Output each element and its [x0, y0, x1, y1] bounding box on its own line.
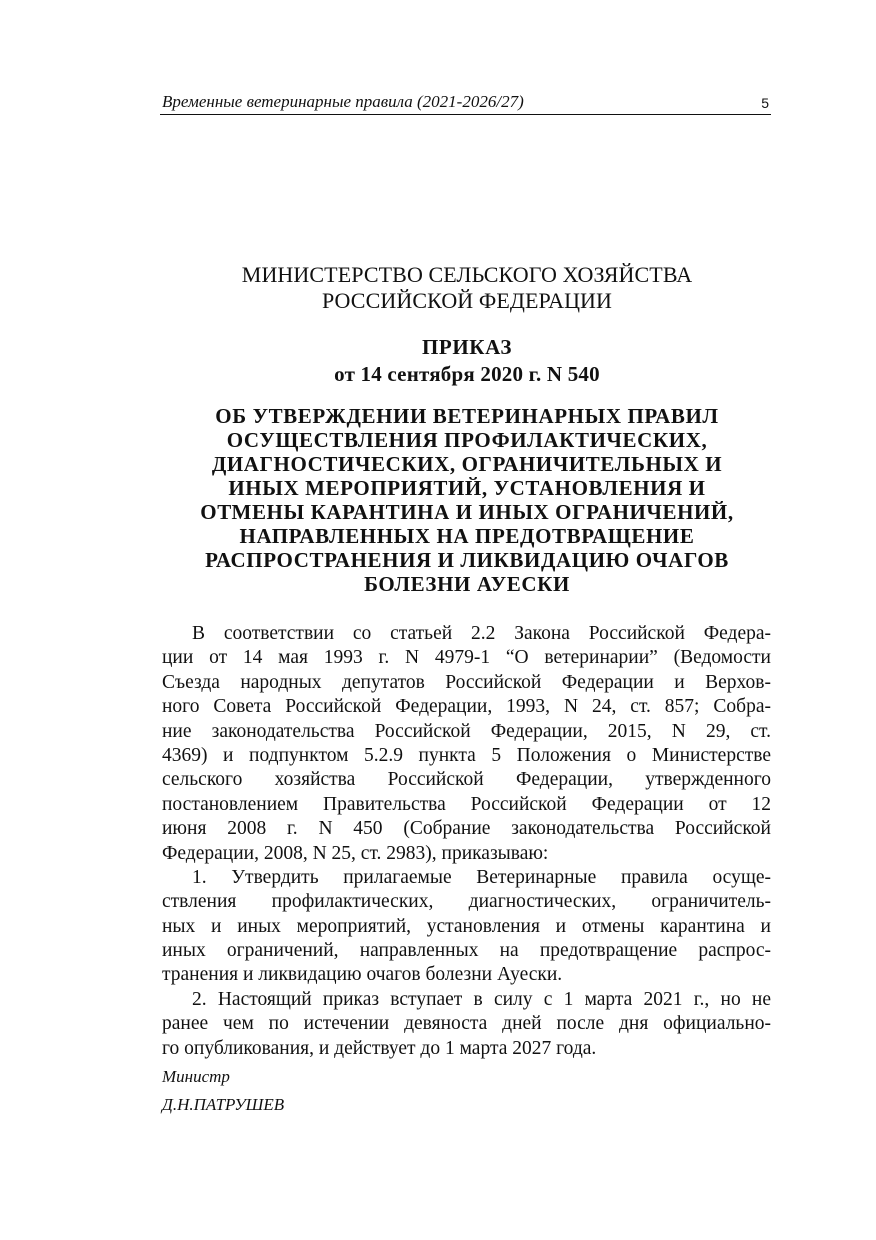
ministry-line: РОССИЙСКОЙ ФЕДЕРАЦИИ	[321, 288, 613, 313]
order-date-number: от 14 сентября 2020 г. N 540	[334, 362, 600, 386]
order-title: ПРИКАЗ	[421, 335, 513, 359]
signature-role: Министр	[162, 1067, 230, 1086]
running-header-title: Временные ветеринарные правила (2021-2026/27)	[162, 92, 524, 111]
text-line: Федерации, 2008, N 25, ст. 2983), приказываю:	[162, 842, 549, 864]
text-line: иных ограничений, направленных на предотвращение распрос-	[162, 940, 771, 962]
ministry-name	[160, 262, 774, 314]
text-line: В соответствии со статьей 2.2 Закона Российской Федера-	[192, 623, 771, 644]
text-line: ствления профилактических, диагностических, ограничитель-	[162, 891, 771, 913]
subject-line: РАСПРОСТРАНЕНИЯ И ЛИКВИДАЦИЮ ОЧАГОВ	[205, 548, 729, 572]
text-line: постановлением Правительства Российской Федерации от 12	[162, 793, 771, 815]
text-line: го опубликования, и действует до 1 марта 2027 года.	[162, 1037, 597, 1059]
text-line: июня 2008 г. N 450 (Собрание законодательства Российской	[162, 818, 771, 840]
text-line: ранее чем по истечении девяноста дней после дня официально-	[162, 1013, 771, 1035]
order-item-2	[162, 988, 771, 1061]
subject-line: ИНЫХ МЕРОПРИЯТИЙ, УСТАНОВЛЕНИЯ И	[228, 476, 706, 500]
text-line: ции от 14 мая 1993 г. N 4979-1 “О ветеринарии” (Ведомости	[162, 647, 771, 669]
order-item-1	[162, 866, 771, 988]
subject-line: ОБ УТВЕРЖДЕНИИ ВЕТЕРИНАРНЫХ ПРАВИЛ	[215, 404, 719, 428]
ministry-line: МИНИСТЕРСТВО СЕЛЬСКОГО ХОЗЯЙСТВА	[241, 262, 693, 287]
text-line: сельского хозяйства Российской Федерации, утвержденного	[162, 769, 771, 791]
text-line: транения и ликвидацию очагов болезни Ауески.	[162, 964, 563, 986]
text-line: 4369) и подпунктом 5.2.9 пункта 5 Положения о Министерстве	[162, 744, 771, 766]
subject-line: ДИАГНОСТИЧЕСКИХ, ОГРАНИЧИТЕЛЬНЫХ И	[211, 452, 723, 476]
subject-line: ОСУЩЕСТВЛЕНИЯ ПРОФИЛАКТИЧЕСКИХ,	[226, 428, 708, 452]
page-number: 5	[761, 95, 769, 111]
order-subject	[160, 404, 774, 596]
text-line: ного Совета Российской Федерации, 1993, N 24, ст. 857; Собра-	[162, 696, 771, 718]
text-line: ние законодательства Российской Федерации, 2015, N 29, ст.	[162, 720, 771, 742]
text-line: 1. Утвердить прилагаемые Ветеринарные правила осуще-	[192, 866, 771, 888]
text-line: ных и иных мероприятий, установления и отмены карантина и	[162, 915, 771, 937]
preamble-paragraph	[162, 622, 771, 866]
subject-line: БОЛЕЗНИ АУЕСКИ	[364, 572, 570, 596]
running-header	[160, 90, 771, 115]
signature-name: Д.Н.ПАТРУШЕВ	[162, 1095, 285, 1114]
order-heading	[160, 334, 774, 388]
text-line: 2. Настоящий приказ вступает в силу с 1 марта 2021 г., но не	[192, 988, 771, 1010]
subject-line: НАПРАВЛЕННЫХ НА ПРЕДОТВРАЩЕНИЕ	[239, 524, 695, 548]
text-line: Съезда народных депутатов Российской Федерации и Верхов-	[162, 671, 771, 693]
subject-line: ОТМЕНЫ КАРАНТИНА И ИНЫХ ОГРАНИЧЕНИЙ,	[200, 500, 734, 524]
order-body	[162, 622, 771, 1061]
